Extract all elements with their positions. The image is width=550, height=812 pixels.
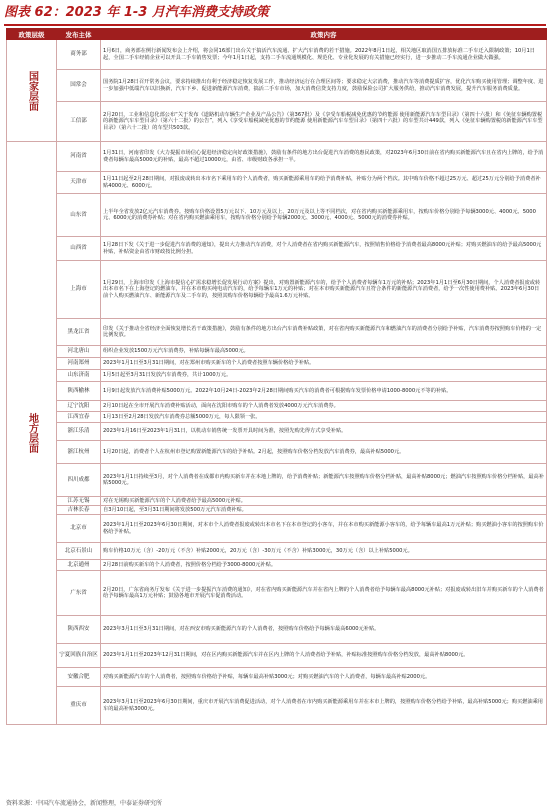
dept-cell: 国常会 — [57, 70, 101, 102]
dept-cell: 天津市 — [57, 172, 101, 194]
local-level-label: 地方层面 — [26, 413, 38, 453]
dept-cell: 商务部 — [57, 40, 101, 70]
content-cell: 2月20日，广东省商务厅发布《关于进一步提振汽车消费的通知》，对在省内购买新能源汽车并在省内上牌的个人消费者给予每辆车最高8000元补贴；对报废或转出旧车并购买新车的个人消费者给予每辆车最高1万元补贴；鼓励各地市开展汽车促消费活动。 — [101, 571, 547, 616]
table-row — [7, 346, 547, 358]
dept-cell: 陕西榆林 — [57, 382, 101, 401]
dept-cell: 宁夏回族自治区 — [57, 644, 101, 668]
content-cell: 1月28日下发《关于进一步促进汽车消费的通知》，提出大力推动汽车消费，对个人消费者在省内购买新能源汽车，按照销售价格给予消费者最高8000元补贴；对购买燃油车的给予最高5000元补贴，补贴资金由省市财政按比例分担。 — [101, 237, 547, 261]
content-cell: 自3月10日起，至3月31日期间将发放500万元汽车消费补贴。 — [101, 506, 547, 515]
dept-cell: 吉林长春 — [57, 506, 101, 515]
header-level: 政策层级 — [7, 29, 57, 40]
table-row — [7, 172, 547, 194]
header-content: 政策内容 — [101, 29, 547, 40]
content-cell: 2023年1月1日至3月31日期间，对在郑州市购买新车的个人消费者按照车辆价格给予补贴。 — [101, 358, 547, 370]
dept-cell: 北京石景山 — [57, 543, 101, 560]
table-row — [7, 370, 547, 382]
dept-cell: 浙江杭州 — [57, 441, 101, 464]
local-level-cell — [7, 142, 57, 725]
content-cell: 2023年1月1日持续至3月，对个人消费者在成都市内购买新车并在本地上牌的，给予消费补贴；新能源汽车按照购车价格分档补贴，最高补贴8000元；燃油汽车按照购车价格分档补贴，最高补贴5000元。 — [101, 464, 547, 497]
content-cell: 1月11日起至2月28日期间，对报废或转出本市名下乘用车的个人消费者，购买新能源乘用车的给予消费补贴，补贴分为两个档次。其中购车价格不超过25万元、超过25万元分别给予消费者补贴4000元、6000元。 — [101, 172, 547, 194]
table-row — [7, 668, 547, 687]
dept-cell: 辽宁沈阳 — [57, 401, 101, 412]
content-cell: 2023年3月1日至2023年6月30日期间，重庆市开展汽车消费促进活动，对个人消费者在市内购买新能源乘用车并在本市上牌的，按照购车价格分档给予补贴，最高补贴5000元；购买燃油乘用车的最高补贴3000元。 — [101, 687, 547, 725]
content-cell: 2月20日，工业和信息化部公布“关于发布《道路机动车辆生产企业及产品公告》（第367批）及《享受车船税减免优惠的节约能源 使用新能源汽车车型目录》（第四十六批）和《免征车辆购置税的新能源汽车车型目录》（第六十二批）的公告”，列入《享受车船税减免优惠的节约能源 使用新能源汽车车型目录》（第四十六批）的车型共计449款，列入《免征车辆购置税的新能源汽车车型目录》（第六十二批）的车型共503款。 — [101, 102, 547, 142]
national-level-cell — [7, 40, 57, 142]
table-row — [7, 261, 547, 319]
content-cell: 国务院1月28日召开常务会议，要求持续推出有利于经济稳定恢复发展工作，推动经济运行在合理区间等；要求稳定大宗消费，推动汽车等消费提质扩容，优化汽车购买使用管理；调整年度、进一步加强中低端汽车以旧换新，汽车下乡、促进新能源汽车消费，搞活二手车市场，加大消费信贷支持力度，鼓励保险公司扩大服务供给，推动汽车消费发展，提升汽车服务消费质量。 — [101, 70, 547, 102]
dept-cell: 上海市 — [57, 261, 101, 319]
dept-cell: 安徽合肥 — [57, 668, 101, 687]
table-row — [7, 70, 547, 102]
content-cell: 组织企业发放1500万元汽车消费券，补贴每辆车最高5000元。 — [101, 346, 547, 358]
content-cell: 2023年1月1日至2023年6月30日期间，对本市个人消费者报废或转出本市名下在本市登记的小客车，并在本市购买新能源小客车的，给予每辆车最高1万元补贴；购买燃油小客车的按照购车价格给予补贴。 — [101, 515, 547, 543]
dept-cell: 四川成都 — [57, 464, 101, 497]
table-row — [7, 412, 547, 423]
content-cell: 印发《关于推动全省经济全面恢复增长若干政策措施》，鼓励有条件的地方出台汽车消费补贴政策，对在省内购买新能源汽车和燃油汽车的消费者分别给予补贴，汽车消费券按照购车价格的一定比例发放。 — [101, 319, 547, 346]
content-cell: 1月31日，河南省印发《大力提振市场信心促进经济稳定向好政策措施》，鼓励有条件的地方出台促进汽车消费的惠民政策，对2023年6月30日前在省内购买新能源汽车且在省内上牌的，给予消费者每辆车最高5000元的补贴，最高不超过10000元，由省、市级财政各承担一半。 — [101, 142, 547, 172]
content-cell: 上半年全省发放2亿元汽车消费券。按购车价格设置5万元以下、10万元及以上、20万元及以上等不同档次，对在省内购买新能源乘用车，按购车价格分别给予每辆3000元、4000元、5000元、6000元的消费券补贴；对在省内购买燃油乘用车，按购车价格分别给予每辆2000元、3000元、4000元、5000元的消费券补贴。 — [101, 194, 547, 237]
table-row — [7, 497, 547, 506]
dept-cell: 江苏无锡 — [57, 497, 101, 506]
content-cell: 2023年3月1日至3月31日期间，对在西安市购买新能源汽车的个人消费者，按照购车价格给予每辆车最高6000元补贴。 — [101, 616, 547, 644]
content-cell: 2月10日起在全市开展汽车消费补贴活动，面向在沈阳市购车的个人消费者发放4000万元汽车消费券。 — [101, 401, 547, 412]
table-row — [7, 515, 547, 543]
table-row — [7, 319, 547, 346]
content-cell: 1月20日起，消费者个人在杭州市登记购置新能源汽车的给予补贴。2月起，按照购车价格分档发放汽车消费券，最高补贴5000元。 — [101, 441, 547, 464]
dept-cell: 北京市 — [57, 515, 101, 543]
dept-cell: 黑龙江省 — [57, 319, 101, 346]
content-cell: 2023年1月16日至2023年1月31日，以机动车销售统一发票开具时间为准，按照先购先得方式享受补贴。 — [101, 423, 547, 441]
table-row — [7, 616, 547, 644]
table-row — [7, 358, 547, 370]
content-cell: 1月13日至2月28日发放汽车消费券总额5000万元，每人限领一张。 — [101, 412, 547, 423]
table-row — [7, 102, 547, 142]
table-row — [7, 560, 547, 571]
table-body — [7, 40, 547, 725]
dept-cell: 山西省 — [57, 237, 101, 261]
policy-table — [6, 28, 547, 725]
content-cell: 购车价格10万元（含）-20万元（不含）补贴2000元，20万元（含）-30万元（不含）补贴3000元，30万元（含）以上补贴5000元。 — [101, 543, 547, 560]
table-row — [7, 506, 547, 515]
table-header-row — [7, 29, 547, 40]
content-cell: 1月9日起发放汽车消费补贴5000万元。2022年10月24日-2023年2月28日期间购买汽车的消费者可根据购车发票价格申请1000-8000元不等的补贴。 — [101, 382, 547, 401]
dept-cell: 河南省 — [57, 142, 101, 172]
table-row — [7, 543, 547, 560]
table-row — [7, 441, 547, 464]
content-cell: 2月28日前购买新车的个人消费者，按照价格分档给予3000-8000元补贴。 — [101, 560, 547, 571]
table-row — [7, 571, 547, 616]
table-row — [7, 40, 547, 70]
dept-cell: 江西宜春 — [57, 412, 101, 423]
dept-cell: 重庆市 — [57, 687, 101, 725]
table-row — [7, 382, 547, 401]
table-row — [7, 401, 547, 412]
dept-cell: 浙江乐清 — [57, 423, 101, 441]
dept-cell: 河南郑州 — [57, 358, 101, 370]
header-dept: 发布主体 — [57, 29, 101, 40]
content-cell: 2023年1月1日至2023年12月31日期间，对在区内购买新能源汽车并在区内上牌的个人消费者给予补贴，补贴标准按照购车价格分档发放，最高补贴8000元。 — [101, 644, 547, 668]
dept-cell: 河北唐山 — [57, 346, 101, 358]
table-row — [7, 237, 547, 261]
dept-cell: 山东济南 — [57, 370, 101, 382]
table-row — [7, 423, 547, 441]
dept-cell: 北京通州 — [57, 560, 101, 571]
content-cell: 1月29日，上海市印发《上海市提信心扩需求稳增长促发展行动方案》提出，对购置新能源汽车的，给予个人消费者每辆车1万元的补贴；2023年1月1日至6月30日期间，个人消费者报废或转出本市名下在上海登记的燃油车，并在本市购买纯电动汽车的，给予每辆车1万元的补贴；对在本市购买新能源汽车且符合条件的新能源汽车消费者，给予一次性使用费补贴。2023年6月30日前个人购买燃油汽车、新能源汽车及二手车的，按照其购车价格每辆给予最高1.6万元补贴。 — [101, 261, 547, 319]
source-note: 资料来源：中国汽车流通协会，新闻整理，中泰证券研究所 — [6, 800, 163, 807]
table-row — [7, 464, 547, 497]
table-row — [7, 644, 547, 668]
dept-cell: 工信部 — [57, 102, 101, 142]
national-level-label: 国家层面 — [26, 70, 38, 111]
figure-title: 图表 62：2023 年 1-3 月汽车消费支持政策 — [4, 2, 546, 26]
table-row — [7, 142, 547, 172]
table-row — [7, 687, 547, 725]
content-cell: 对在无锡购买新能源汽车的个人消费者给予最高5000元补贴。 — [101, 497, 547, 506]
content-cell: 1月5日起至3月31日发放汽车消费券，共计1000万元。 — [101, 370, 547, 382]
content-cell: 1月6日，商务部在例行新闻发布会上介绍，将会同16部门出台关于搞活汽车流通、扩大汽车消费的若干措施。2022年8月1日起，相关地区取消国五排放标准二手车迁入限制政策；10月1日起，全国二手车经销企业可以开具二手车销售发票；今年1月1日起，支持二手车流通规模化、规范化、专业化发展的有关措施已经实行，进一步推动二手车流通企业做大做强。 — [101, 40, 547, 70]
table-row — [7, 194, 547, 237]
content-cell: 对购买新能源汽车的个人消费者，按照购车价格给予补贴，每辆车最高补贴3000元；对购买燃油汽车的个人消费者，每辆车最高补贴2000元。 — [101, 668, 547, 687]
dept-cell: 山东省 — [57, 194, 101, 237]
dept-cell: 陕西西安 — [57, 616, 101, 644]
dept-cell: 广东省 — [57, 571, 101, 616]
